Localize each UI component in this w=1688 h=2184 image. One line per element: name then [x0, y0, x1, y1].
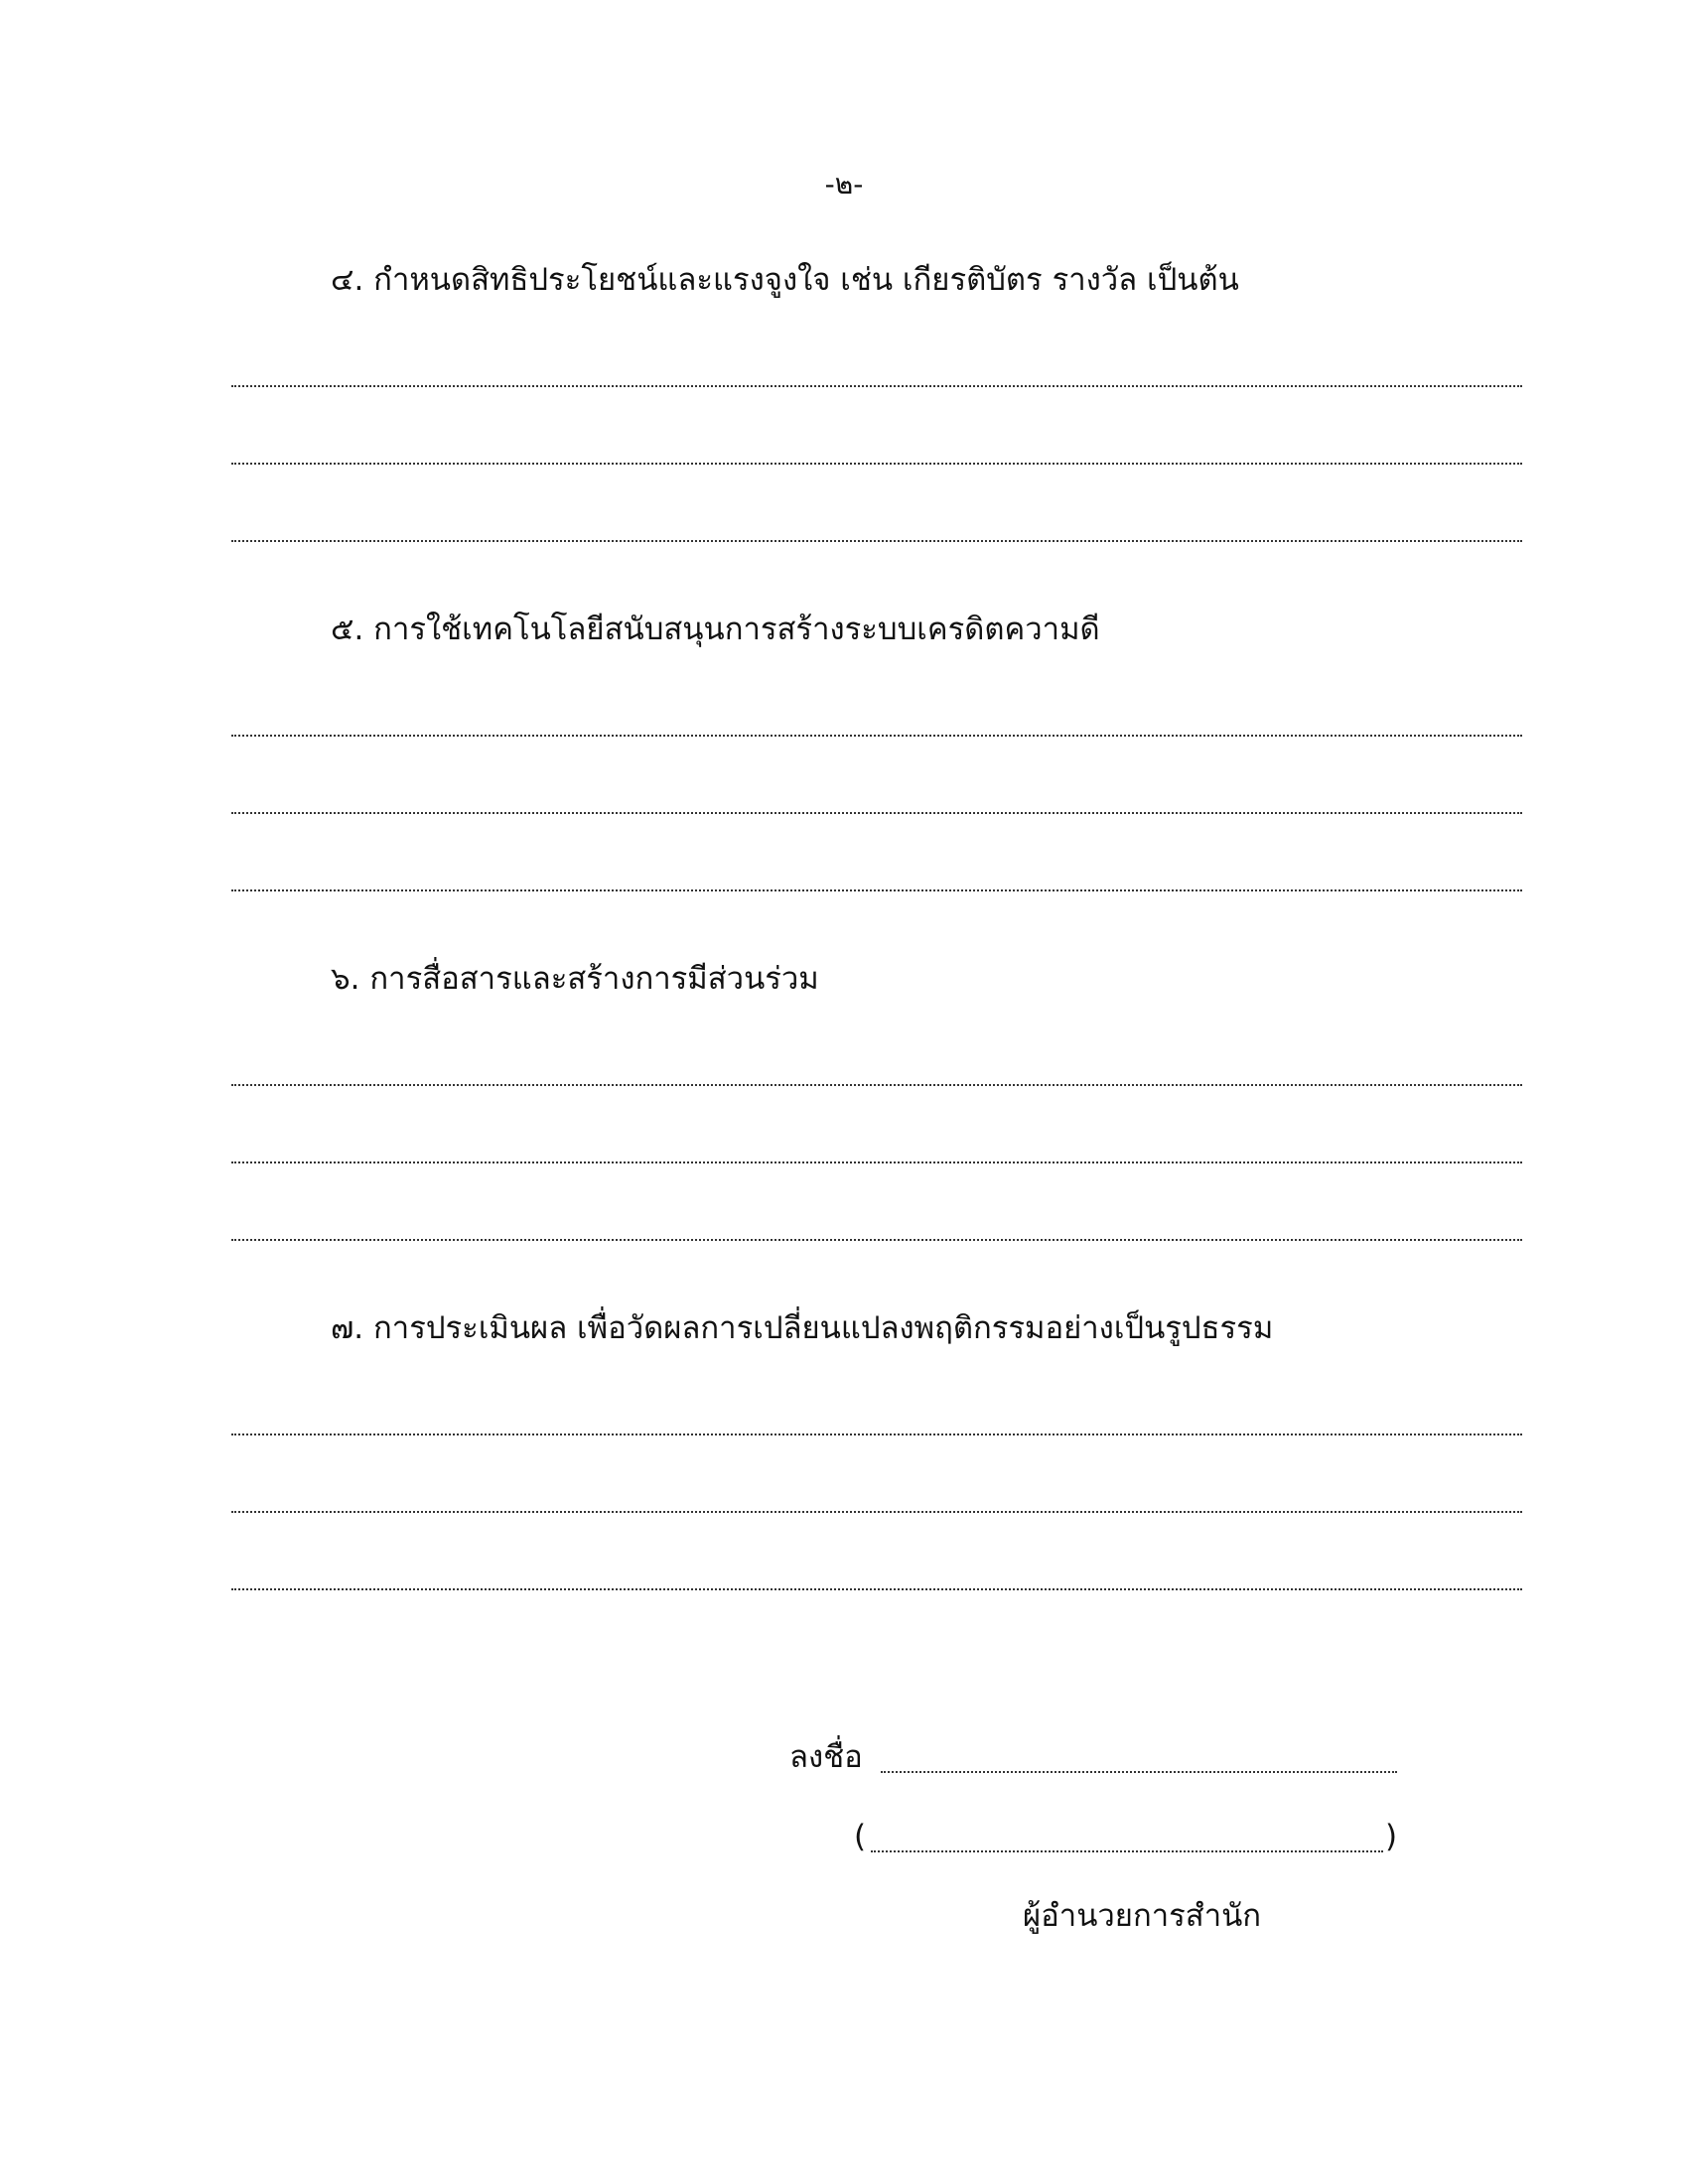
answer-line[interactable]: [231, 463, 1522, 465]
section-title: ๗. การประเมินผล เพื่อวัดผลการเปลี่ยนแปลงพฤติกรรมอย่างเป็นรูปธรรม: [331, 1310, 1274, 1346]
signer-position: ผู้อำนวยการสำนัก: [1023, 1898, 1262, 1934]
signature-block: [789, 1737, 1405, 1956]
answer-line[interactable]: [231, 1239, 1522, 1241]
answer-line[interactable]: [231, 540, 1522, 542]
section-title: ๕. การใช้เทคโนโลยีสนับสนุนการสร้างระบบเครดิตความดี: [331, 612, 1100, 647]
page-number: -๒-: [824, 168, 864, 201]
answer-line[interactable]: [231, 1511, 1522, 1513]
printed-name-line[interactable]: [871, 1850, 1383, 1852]
answer-line[interactable]: [231, 735, 1522, 737]
section-title: ๖. การสื่อสารและสร้างการมีส่วนร่วม: [331, 961, 819, 997]
answer-line[interactable]: [231, 1161, 1522, 1163]
name-paren-close: ): [1385, 1819, 1398, 1854]
answer-line[interactable]: [231, 1588, 1522, 1590]
answer-line[interactable]: [231, 1084, 1522, 1086]
answer-line[interactable]: [231, 812, 1522, 814]
signature-line[interactable]: [881, 1771, 1397, 1773]
section-title: ๔. กำหนดสิทธิประโยชน์และแรงจูงใจ เช่น เกียรติบัตร รางวัล เป็นต้น: [331, 262, 1239, 298]
answer-line[interactable]: [231, 1433, 1522, 1435]
answer-line[interactable]: [231, 889, 1522, 891]
answer-line[interactable]: [231, 385, 1522, 387]
signature-label: ลงชื่อ: [789, 1739, 863, 1775]
name-paren-open: (: [854, 1819, 867, 1854]
